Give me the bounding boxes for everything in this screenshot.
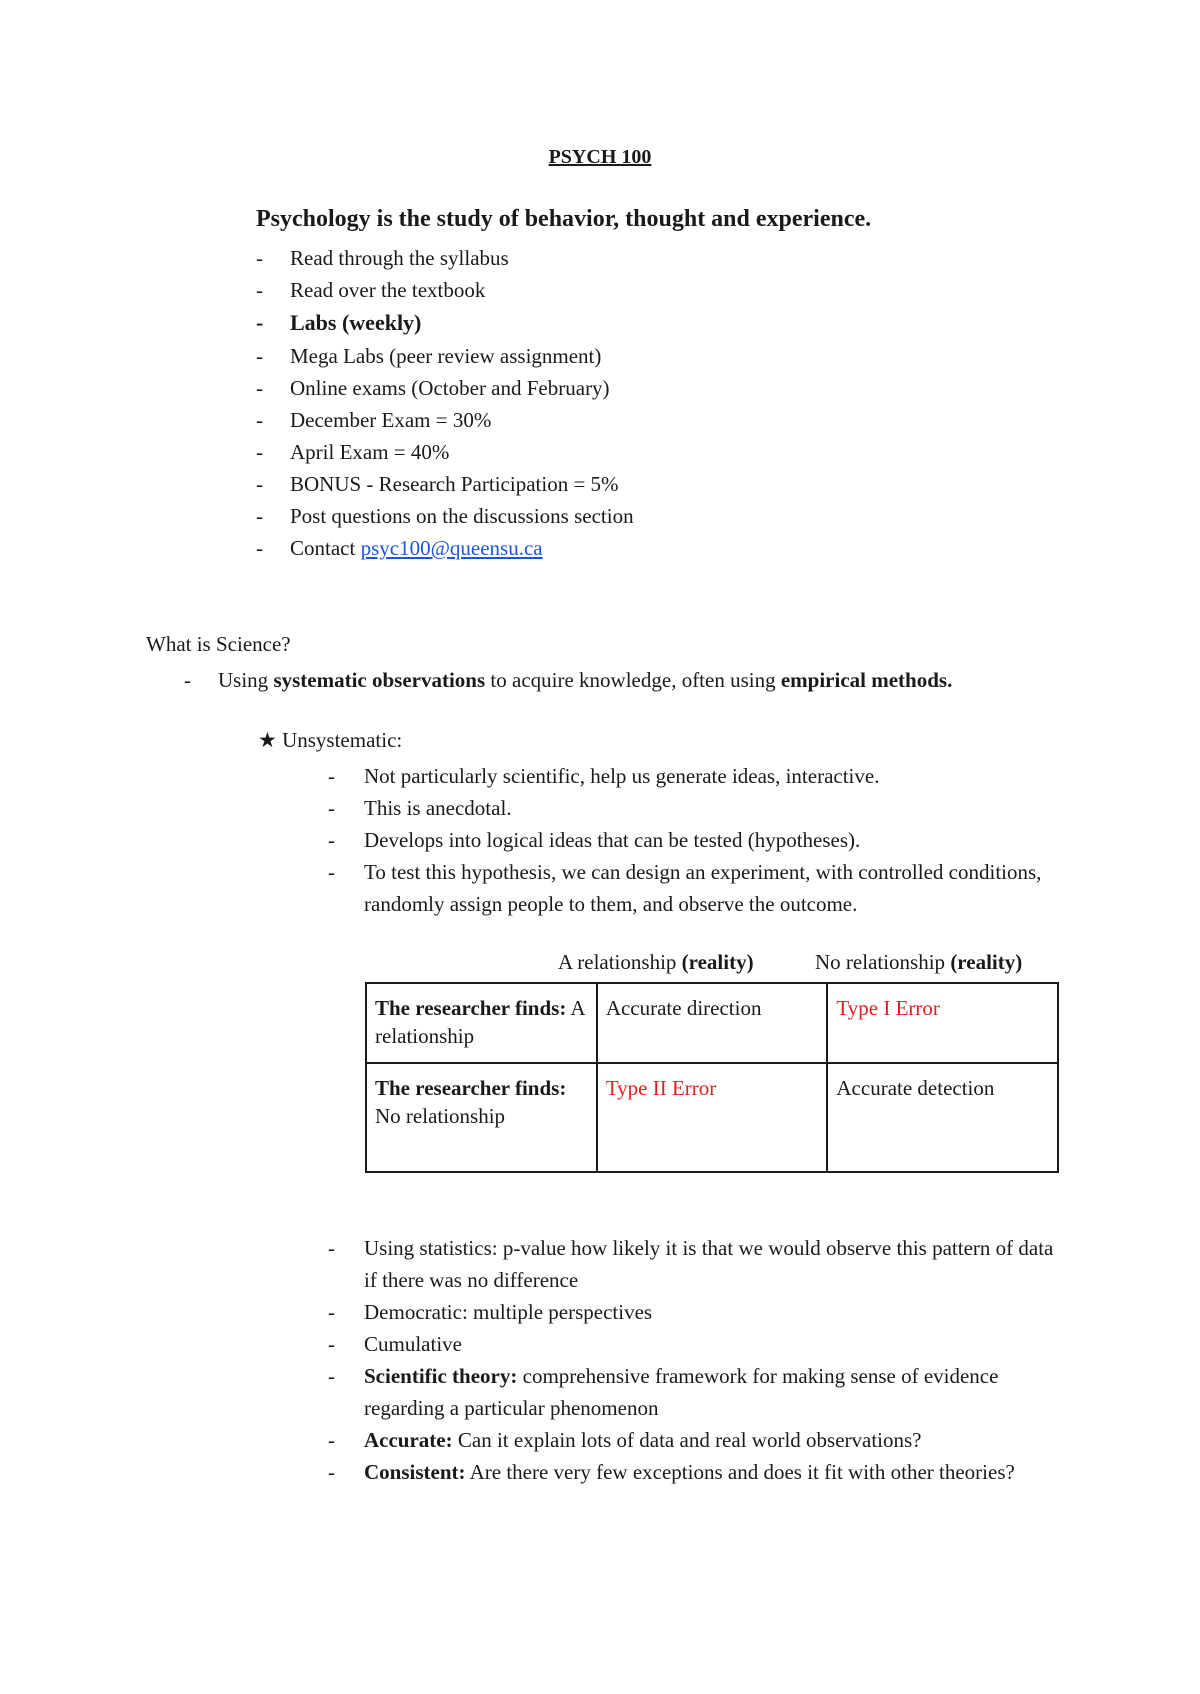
dash-bullet: -	[184, 668, 191, 692]
definition-bold: empirical methods.	[780, 668, 953, 692]
list-item	[184, 664, 978, 696]
dash-bullet: -	[328, 1364, 335, 1388]
list-item	[328, 760, 1084, 792]
unsystematic-label: Unsystematic:	[282, 728, 403, 752]
definition-part: to acquire knowledge, often using	[485, 668, 781, 692]
row-label-text: A relationship	[375, 996, 585, 1048]
dash-bullet: -	[328, 1236, 335, 1260]
dash-bullet: -	[256, 376, 263, 400]
list-item-text: Using statistics: p-value how likely it is that we would observe this pattern of data if there was no difference	[364, 1236, 1054, 1292]
list-item	[328, 824, 1084, 856]
list-item-text: December Exam = 30%	[290, 408, 492, 432]
dash-bullet: -	[256, 504, 263, 528]
dash-bullet: -	[256, 440, 263, 464]
list-item-contact	[256, 532, 634, 564]
list-item-text: Read through the syllabus	[290, 246, 509, 270]
list-item	[256, 242, 634, 274]
table-cell: Accurate direction	[597, 983, 828, 1063]
table-column-header-no-relationship	[815, 950, 1022, 975]
dash-bullet: -	[328, 1428, 335, 1452]
dash-bullet: -	[256, 536, 263, 560]
list-item-text: April Exam = 40%	[290, 440, 450, 464]
dash-bullet: -	[256, 344, 263, 368]
dash-bullet: -	[328, 860, 335, 884]
list-item	[256, 372, 634, 404]
header-text: No relationship	[815, 950, 951, 974]
error-types-table	[365, 982, 1059, 1173]
list-item	[328, 1232, 1064, 1296]
main-heading: Psychology is the study of behavior, thought and experience.	[256, 206, 872, 232]
definition-bold: systematic observations	[273, 668, 486, 692]
list-item	[256, 306, 634, 340]
list-item	[256, 404, 634, 436]
science-properties-list	[328, 1232, 1064, 1488]
dash-bullet: -	[256, 278, 263, 302]
table-cell: Accurate detection	[827, 1063, 1058, 1172]
table-row	[366, 983, 1058, 1063]
dash-bullet: -	[256, 310, 264, 335]
dash-bullet: -	[328, 1460, 335, 1484]
header-bold: (reality)	[681, 950, 754, 974]
list-item	[328, 1456, 1064, 1488]
list-item-text: This is anecdotal.	[364, 796, 512, 820]
list-item	[256, 468, 634, 500]
term-bold: Consistent:	[364, 1460, 466, 1484]
list-item-text: Develops into logical ideas that can be tested (hypotheses).	[364, 828, 861, 852]
list-item-text: Cumulative	[364, 1332, 462, 1356]
definition-part: Using	[218, 668, 274, 692]
dash-bullet: -	[328, 764, 335, 788]
dash-bullet: -	[328, 1332, 335, 1356]
list-item-text: BONUS - Research Participation = 5%	[290, 472, 619, 496]
list-item-text: comprehensive framework for making sense of evidence regarding a particular phenomenon	[364, 1364, 999, 1420]
list-item-text: Read over the textbook	[290, 278, 486, 302]
dash-bullet: -	[328, 796, 335, 820]
term-bold: Scientific theory:	[364, 1364, 518, 1388]
list-item	[256, 500, 634, 532]
dash-bullet: -	[256, 246, 263, 270]
table-row-label	[366, 1063, 597, 1172]
unsystematic-heading	[258, 728, 402, 753]
table-column-header-relationship	[558, 950, 754, 975]
list-item	[328, 1328, 1064, 1360]
unsystematic-list	[328, 760, 1084, 920]
intro-list	[256, 242, 634, 564]
star-icon: ★	[258, 728, 277, 752]
header-bold: (reality)	[950, 950, 1023, 974]
list-item	[328, 856, 1084, 920]
table-cell-error: Type II Error	[597, 1063, 828, 1172]
list-item	[256, 340, 634, 372]
list-item-text: Post questions on the discussions section	[290, 504, 634, 528]
list-item-text: Mega Labs (peer review assignment)	[290, 344, 602, 368]
list-item-text: Are there very few exceptions and does it fit with other theories?	[465, 1460, 1015, 1484]
list-item	[256, 274, 634, 306]
list-item-text: Not particularly scientific, help us generate ideas, interactive.	[364, 764, 880, 788]
list-item-text: To test this hypothesis, we can design an experiment, with controlled conditions, randomly assign people to them, and observe the outcome.	[364, 860, 1042, 916]
science-definition-list	[184, 664, 978, 696]
list-item-text: Online exams (October and February)	[290, 376, 610, 400]
row-label-bold: The researcher finds:	[375, 996, 567, 1020]
list-item-text: Can it explain lots of data and real world observations?	[452, 1428, 922, 1452]
list-item-text: Labs (weekly)	[290, 310, 422, 335]
header-text: A relationship	[558, 950, 682, 974]
document-title: PSYCH 100	[548, 146, 652, 168]
definition-text	[218, 668, 952, 692]
science-question: What is Science?	[146, 632, 291, 656]
table-cell-error: Type I Error	[827, 983, 1058, 1063]
table-row-label	[366, 983, 597, 1063]
list-item	[328, 1296, 1064, 1328]
list-item	[328, 792, 1084, 824]
contact-label: Contact	[290, 536, 361, 560]
table-row	[366, 1063, 1058, 1172]
contact-email-link[interactable]: psyc100@queensu.ca	[360, 536, 543, 560]
dash-bullet: -	[256, 472, 263, 496]
dash-bullet: -	[328, 1300, 335, 1324]
dash-bullet: -	[328, 828, 335, 852]
list-item	[256, 436, 634, 468]
list-item	[328, 1424, 1064, 1456]
row-label-bold: The researcher finds:	[375, 1076, 567, 1100]
dash-bullet: -	[256, 408, 263, 432]
list-item	[328, 1360, 1064, 1424]
row-label-text: No relationship	[375, 1104, 506, 1128]
term-bold: Accurate:	[364, 1428, 453, 1452]
list-item-text: Democratic: multiple perspectives	[364, 1300, 653, 1324]
